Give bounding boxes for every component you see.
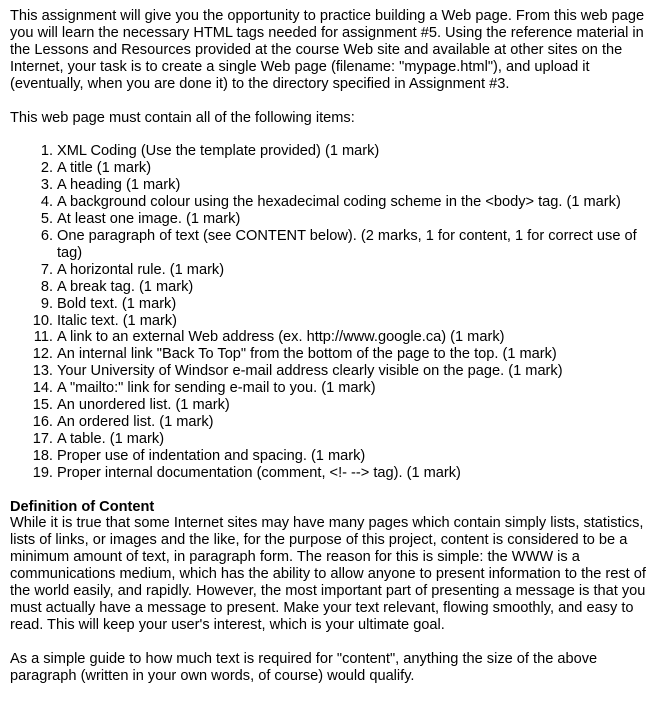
list-item: 10. Italic text. (1 mark) — [32, 312, 178, 329]
list-item: 13. Your University of Windsor e-mail address clearly visible on the page. (1 mark) — [32, 363, 563, 380]
list-item: 6. One paragraph of text (see CONTENT below). (2 marks, 1 for content, 1 for correct use of tag) — [40, 227, 637, 261]
list-item: 8. A break tag. (1 mark) — [40, 278, 194, 295]
list-item: 12. An internal link "Back To Top" from the bottom of the page to the top. (1 mark) — [32, 346, 557, 363]
list-item: 19. Proper internal documentation (comment, <!- --> tag). (1 mark) — [32, 464, 461, 481]
requirements-intro: This web page must contain all of the following items: — [10, 109, 355, 126]
list-item: 18. Proper use of indentation and spacing. (1 mark) — [32, 447, 366, 464]
list-item: 5. At least one image. (1 mark) — [40, 211, 241, 228]
list-item: 17. A table. (1 mark) — [32, 430, 165, 447]
list-item: 11. A link to an external Web address (ex. http://www.google.ca) (1 mark) — [33, 329, 505, 346]
list-item: 2. A title (1 mark) — [40, 160, 152, 177]
list-item: 14. A "mailto:" link for sending e-mail to you. (1 mark) — [32, 380, 376, 397]
list-item: 16. An ordered list. (1 mark) — [32, 413, 214, 430]
intro-paragraph: This assignment will give you the opportunity to practice building a Web page. From this web page you will learn the necessary HTML tags needed for assignment #5. Using the reference material in the Lessons and Resources provided at the course Web site and available at other sites on the Internet, your task is to create a single Web page (filename: "mypage.html"), and upload it (eventually, when you are done it) to the directory specified in Assignment #3. — [10, 8, 645, 92]
definition-paragraph: While it is true that some Internet sites may have many pages which contain simply lists, statistics, lists of links, or images and the like, for the purpose of this project, content is considered to be a minimum amount of text, in paragraph form. The reason for this is simple: the WWW is a communications medium, which has the ability to allow anyone to present information to the rest of the world easily, and rapidly. However, the most important part of presenting a message is that you must actually have a message to present. Make your text relevant, flowing smoothly, and easy to read. This will keep your user's interest, which is your ultimate goal. — [10, 515, 646, 633]
list-item: 1. XML Coding (Use the template provided) (1 mark) — [40, 143, 380, 160]
list-item: 3. A heading (1 mark) — [40, 177, 181, 194]
guide-paragraph: As a simple guide to how much text is required for "content", anything the size of the above paragraph (written in your own words, of course) would qualify. — [10, 650, 598, 684]
requirements-list — [10, 143, 654, 481]
definition-heading: Definition of Content — [10, 498, 155, 515]
list-item: 7. A horizontal rule. (1 mark) — [40, 261, 225, 278]
list-item: 15. An unordered list. (1 mark) — [32, 397, 230, 414]
list-item: 4. A background colour using the hexadecimal coding scheme in the <body> tag. (1 mark) — [40, 194, 621, 211]
list-item: 9. Bold text. (1 mark) — [40, 295, 177, 312]
